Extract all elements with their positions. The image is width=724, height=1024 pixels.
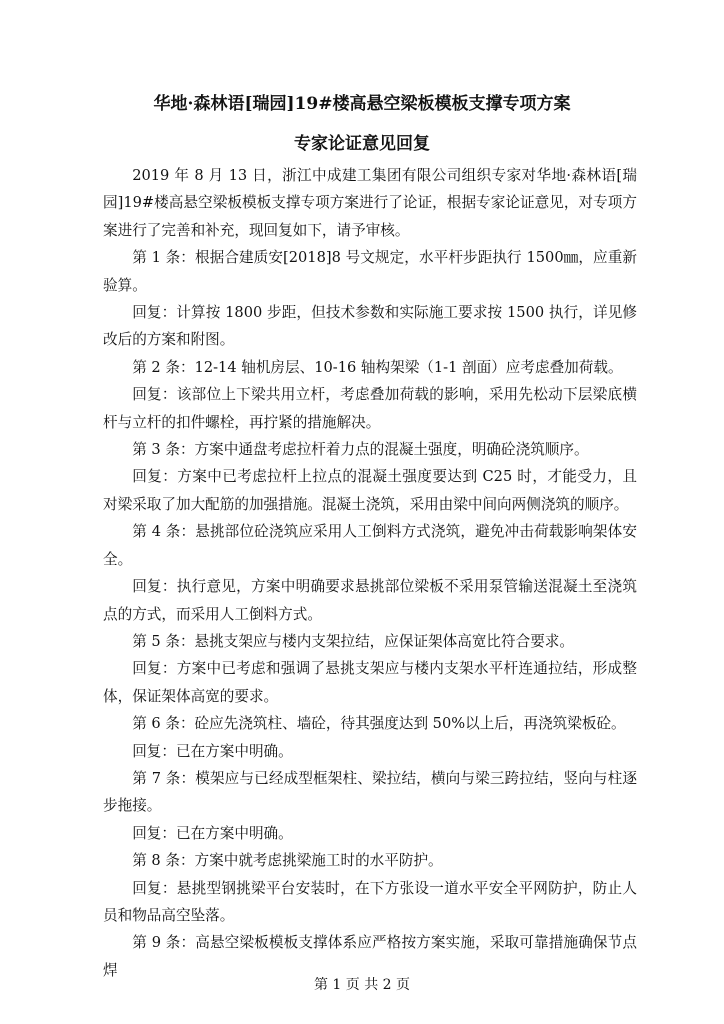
item-9-paragraph: 第 9 条：高悬空梁板模板支撑体系应严格按方案实施，采取可靠措施确保节点焊 bbox=[103, 934, 637, 979]
reply-6-paragraph: 回复：已在方案中明确。 bbox=[132, 742, 293, 760]
reply-4-paragraph: 回复：执行意见，方案中明确要求悬挑部位梁板不采用泵管输送混凝土至浇筑点的方式，而采用人工倒料方式。 bbox=[103, 578, 637, 623]
document-title: 华地·森林语[瑞园]19#楼高悬空梁板模板支撑专项方案 bbox=[153, 94, 571, 114]
item-8-paragraph: 第 8 条：方案中就考虑挑梁施工时的水平防护。 bbox=[132, 852, 443, 870]
reply-8-paragraph: 回复：悬挑型钢挑梁平台安装时，在下方张设一道水平安全平网防护，防止人员和物品高空坠落。 bbox=[103, 879, 637, 924]
intro-paragraph: 2019 年 8 月 13 日，浙江中成建工集团有限公司组织专家对华地·森林语[瑞园]19#楼高悬空梁板模板支撑专项方案进行了论证，根据专家论证意见，对专项方案进行了完善和补充，现回复如下，请予审核。 bbox=[103, 167, 637, 239]
page-footer: 第 1 页 共 2 页 bbox=[313, 977, 411, 993]
item-5-paragraph: 第 5 条：悬挑支架应与楼内支架拉结，应保证架体高宽比符合要求。 bbox=[132, 632, 574, 650]
reply-7-paragraph: 回复：已在方案中明确。 bbox=[132, 824, 293, 842]
item-6-paragraph: 第 6 条：砼应先浇筑柱、墙砼，待其强度达到 50%以上后，再浇筑梁板砼。 bbox=[132, 715, 626, 733]
reply-1-paragraph: 回复：计算按 1800 步距，但技术参数和实际施工要求按 1500 执行，详见修改后的方案和附图。 bbox=[103, 304, 637, 349]
reply-5-paragraph: 回复：方案中已考虑和强调了悬挑支架应与楼内支架水平杆连通拉结，形成整体，保证架体高宽的要求。 bbox=[103, 660, 637, 705]
reply-3-paragraph: 回复：方案中已考虑拉杆上拉点的混凝土强度要达到 C25 时，才能受力，且对梁采取了加大配筋的加强措施。混凝土浇筑，采用由梁中间向两侧浇筑的顺序。 bbox=[103, 468, 637, 513]
item-7-paragraph: 第 7 条：模架应与已经成型框架柱、梁拉结，横向与梁三跨拉结，竖向与柱逐步拖接。 bbox=[103, 769, 637, 815]
document-subtitle: 专家论证意见回复 bbox=[294, 134, 430, 154]
reply-2-paragraph: 回复：该部位上下梁共用立杆，考虑叠加荷载的影响，采用先松动下层梁底横杆与立杆的扣件螺栓，再拧紧的措施解决。 bbox=[103, 386, 637, 431]
item-1-paragraph: 第 1 条：根据合建质安[2018]8 号文规定，水平杆步距执行 1500㎜，应重新验算。 bbox=[103, 249, 637, 294]
document-body bbox=[103, 162, 637, 984]
item-4-paragraph: 第 4 条：悬挑部位砼浇筑应采用人工倒料方式浇筑，避免冲击荷载影响架体安全。 bbox=[103, 523, 637, 568]
item-3-paragraph: 第 3 条：方案中通盘考虑拉杆着力点的混凝土强度，明确砼浇筑顺序。 bbox=[132, 441, 589, 459]
item-2-paragraph: 第 2 条：12-14 轴机房层、10-16 轴构架梁（1-1 剖面）应考虑叠加荷载。 bbox=[132, 358, 623, 376]
